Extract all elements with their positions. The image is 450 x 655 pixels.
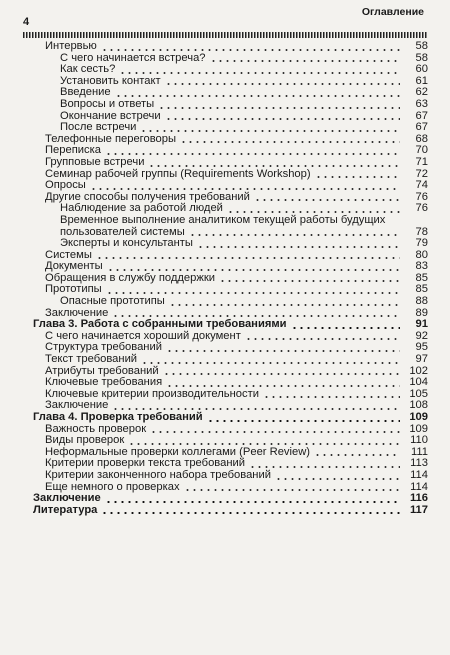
dot-leader	[150, 431, 400, 433]
toc-entry-title: Ключевые критерии производительности	[45, 387, 259, 400]
dot-leader	[106, 292, 400, 294]
toc-entry-title: Глава 4. Проверка требований	[33, 411, 203, 423]
toc-page-number: 110	[410, 434, 428, 447]
toc-entry-title: Эксперты и консультанты	[60, 237, 193, 250]
toc-entry-title: Глава 3. Работа с собранными требованиями	[33, 318, 287, 331]
toc-page-number: 92	[415, 329, 428, 342]
dot-leader	[254, 199, 400, 201]
dot-leader	[291, 327, 400, 329]
dot-leader	[140, 130, 400, 132]
dot-leader	[249, 466, 400, 468]
dot-leader	[128, 443, 400, 445]
toc-entry	[0, 180, 450, 192]
toc-page-number: 79	[415, 237, 428, 250]
dot-leader	[105, 153, 400, 155]
running-head: Оглавление	[361, 6, 424, 18]
dot-leader	[314, 454, 400, 456]
toc-page-number: 71	[415, 155, 428, 168]
dot-leader	[115, 95, 400, 97]
toc-page-number: 78	[415, 225, 428, 238]
toc-page-number: 67	[415, 109, 428, 122]
toc-page-number: 68	[415, 132, 428, 145]
toc-entry-title: Прототипы	[45, 283, 102, 296]
toc-page-number: 117	[409, 503, 428, 516]
toc-page-number: 111	[410, 445, 428, 458]
toc-entry-title: Обращения в службу поддержки	[45, 271, 215, 284]
toc-entry-title: Семинар рабочей группы (Requirements Workshop)	[45, 167, 311, 180]
toc-page-number: 74	[415, 179, 428, 192]
dot-leader	[219, 280, 400, 282]
toc-entry-title: Заключение	[45, 306, 109, 319]
toc-entry-title: Интервью	[45, 40, 97, 52]
toc-page-number: 89	[415, 306, 428, 319]
page-header	[0, 0, 450, 40]
toc-entry	[0, 99, 450, 111]
toc-page-number: 113	[410, 457, 428, 470]
dot-leader	[105, 501, 400, 503]
toc-page-number: 61	[415, 74, 428, 87]
dot-leader	[207, 420, 400, 422]
dot-leader	[184, 489, 400, 491]
dot-leader	[163, 373, 400, 375]
toc-entry-title: Наблюдение за работой людей	[60, 202, 223, 215]
dot-leader	[148, 165, 400, 167]
toc-page-number: 62	[415, 86, 428, 99]
dot-leader	[263, 396, 400, 398]
toc-entry-title: Виды проверок	[45, 434, 125, 447]
dot-leader	[315, 176, 400, 178]
dot-leader	[275, 478, 400, 480]
toc-page-number: 63	[415, 97, 428, 110]
toc-entry-title: Временное выполнение аналитиком текущей работы будущих	[60, 213, 386, 226]
toc-entry-title: Критерии проверки текста требований	[45, 457, 246, 470]
toc-page-number: 109	[409, 411, 428, 423]
dot-leader	[169, 304, 400, 306]
dot-leader	[165, 118, 400, 120]
dot-leader	[90, 188, 400, 190]
toc-page-number: 58	[415, 40, 428, 52]
toc-entry-title: Важность проверок	[45, 422, 147, 435]
toc-entry-title: Вопросы и ответы	[60, 97, 155, 110]
dot-leader	[101, 512, 400, 514]
toc-entry-title: Телефонные переговоры	[45, 132, 177, 145]
dot-leader	[119, 72, 400, 74]
toc-page-number: 104	[409, 376, 428, 389]
toc-entry	[0, 238, 450, 250]
dot-leader	[180, 141, 400, 143]
toc-entry-title: Введение	[60, 86, 111, 99]
toc-page-number: 116	[409, 492, 428, 505]
toc-page-number: 76	[415, 190, 428, 203]
toc-entry-title: Системы	[45, 248, 92, 261]
toc-entry-title: Окончание встречи	[60, 109, 161, 122]
toc-entry-title: С чего начинается хороший документ	[45, 329, 241, 342]
toc-page-number: 85	[415, 283, 428, 296]
dot-leader	[112, 315, 400, 317]
toc-entry	[0, 157, 450, 169]
toc-entry-title: Переписка	[45, 144, 101, 157]
toc-entry-title: Ключевые требования	[45, 376, 163, 389]
toc-entry-title: Критерии законченного набора требований	[45, 468, 271, 481]
toc-entry-title: Как сесть?	[60, 63, 116, 76]
dot-leader	[189, 234, 400, 236]
toc-entry-title: После встречи	[60, 121, 137, 134]
toc-page-number: 109	[409, 422, 428, 435]
toc-page-number: 114	[410, 480, 428, 493]
toc-entry-title: Опасные прототипы	[60, 295, 165, 308]
toc-page-number: 72	[415, 167, 428, 180]
toc-page-number: 83	[415, 260, 428, 273]
toc-page-number: 70	[415, 144, 428, 157]
dot-leader	[245, 338, 400, 340]
toc-entry-title: Опросы	[45, 179, 86, 192]
dot-leader	[107, 269, 400, 271]
toc-page-number: 80	[415, 248, 428, 261]
page-number: 4	[23, 16, 30, 28]
toc-entry	[0, 296, 450, 308]
toc-page-number: 91	[415, 318, 428, 331]
toc-entry-title: Еще немного о проверках	[45, 480, 180, 493]
toc-entry	[0, 354, 450, 366]
toc-entry-title: Текст требований	[45, 353, 138, 366]
toc-page-number: 97	[415, 353, 428, 366]
dot-leader	[227, 211, 400, 213]
toc-page-number: 58	[415, 51, 428, 64]
toc-chapter-entry	[0, 505, 450, 517]
table-of-contents	[0, 41, 450, 516]
toc-entry-title: Другие способы получения требований	[45, 190, 250, 203]
toc-entry-title: Неформальные проверки коллегами (Peer Review)	[45, 445, 311, 458]
toc-chapter-entry	[0, 412, 450, 424]
toc-page-number: 108	[409, 399, 428, 412]
toc-page-number: 114	[410, 468, 428, 481]
dot-leader	[112, 408, 400, 410]
toc-page-number: 85	[415, 271, 428, 284]
toc-entry-title: Атрибуты требований	[45, 364, 159, 377]
toc-entry-title: Литература	[33, 503, 98, 516]
toc-entry-title: Установить контакт	[60, 74, 161, 87]
toc-page-number: 67	[415, 121, 428, 134]
dot-leader	[96, 257, 400, 259]
dot-leader	[210, 60, 400, 62]
header-rule	[23, 32, 428, 38]
toc-entry-title: Заключение	[33, 492, 101, 505]
toc-page-number: 105	[409, 387, 428, 400]
dot-leader	[141, 362, 400, 364]
toc-entry-title: Документы	[45, 260, 103, 273]
toc-page-number: 60	[415, 63, 428, 76]
toc-entry-title-continued: пользователей системы	[60, 225, 185, 238]
toc-page-number: 102	[409, 364, 428, 377]
dot-leader	[166, 350, 400, 352]
dot-leader	[166, 385, 400, 387]
toc-entry-title: С чего начинается встреча?	[60, 51, 206, 64]
dot-leader	[158, 107, 400, 109]
toc-page-number: 76	[415, 202, 428, 215]
toc-entry-title: Структура требований	[45, 341, 162, 354]
toc-entry	[0, 215, 450, 238]
toc-entry-title: Заключение	[45, 399, 109, 412]
toc-chapter-entry	[0, 493, 450, 505]
dot-leader	[101, 49, 400, 51]
toc-entry	[0, 41, 450, 53]
toc-entry	[0, 122, 450, 134]
dot-leader	[165, 83, 400, 85]
toc-page-number: 95	[415, 341, 428, 354]
toc-entry	[0, 470, 450, 482]
dot-leader	[197, 246, 400, 248]
toc-entry-title: Групповые встречи	[45, 155, 145, 168]
toc-page-number: 88	[415, 295, 428, 308]
